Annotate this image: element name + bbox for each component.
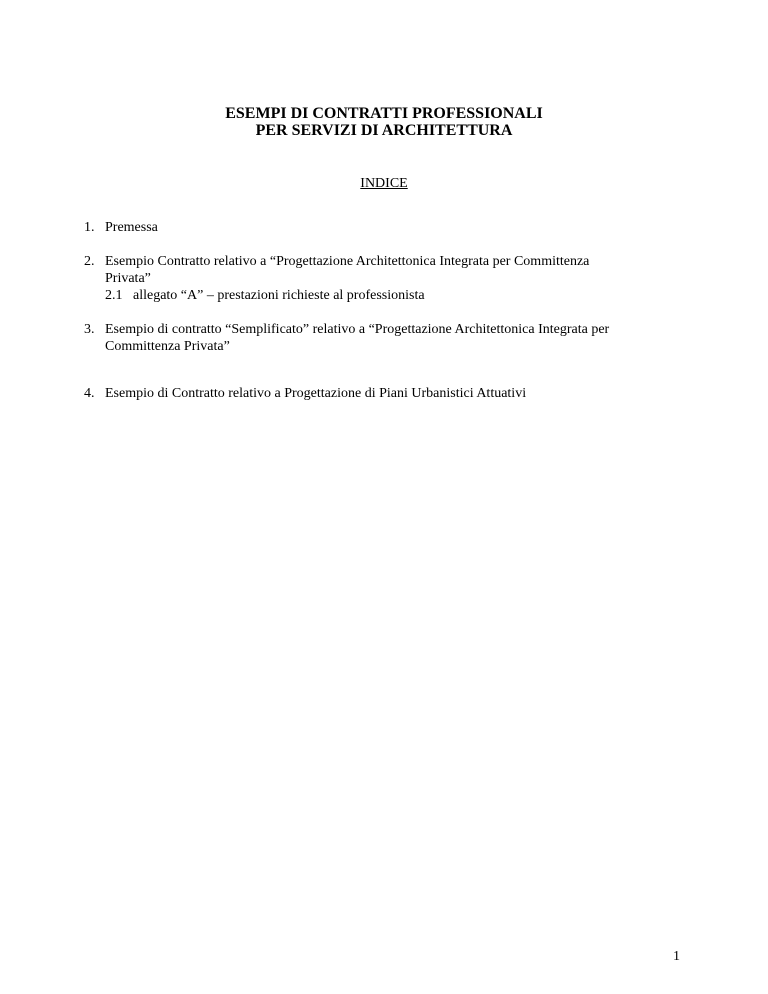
toc-item-text: Esempio Contratto relativo a “Progettazione Architettonica Integrata per Committenza [105,254,590,269]
toc-subitem-number: 2.1 [105,288,123,303]
toc-item-text: Esempio di Contratto relativo a Progettazione di Piani Urbanistici Attuativi [105,386,527,401]
toc-subitem-text: allegato “A” – prestazioni richieste al professionista [133,288,425,303]
page-number: 1 [673,949,680,964]
toc-item-3-continuation: Committenza Privata” [105,339,230,354]
toc-item-number: 3. [84,322,95,337]
toc-item-text: Esempio di contratto “Semplificato” relativo a “Progettazione Architettonica Integrata per [105,322,610,337]
toc-subitem-2-1 [105,287,425,304]
index-heading: INDICE [360,176,408,191]
toc-item-number: 4. [84,386,95,401]
toc-item-text: Premessa [105,220,158,235]
toc-item-number: 2. [84,254,95,269]
toc-item-number: 1. [84,220,95,235]
toc-item-2-continuation: Privata” [105,271,151,286]
document-title-line-1: ESEMPI DI CONTRATTI PROFESSIONALI [225,105,543,122]
document-title-line-2: PER SERVIZI DI ARCHITETTURA [255,122,513,139]
